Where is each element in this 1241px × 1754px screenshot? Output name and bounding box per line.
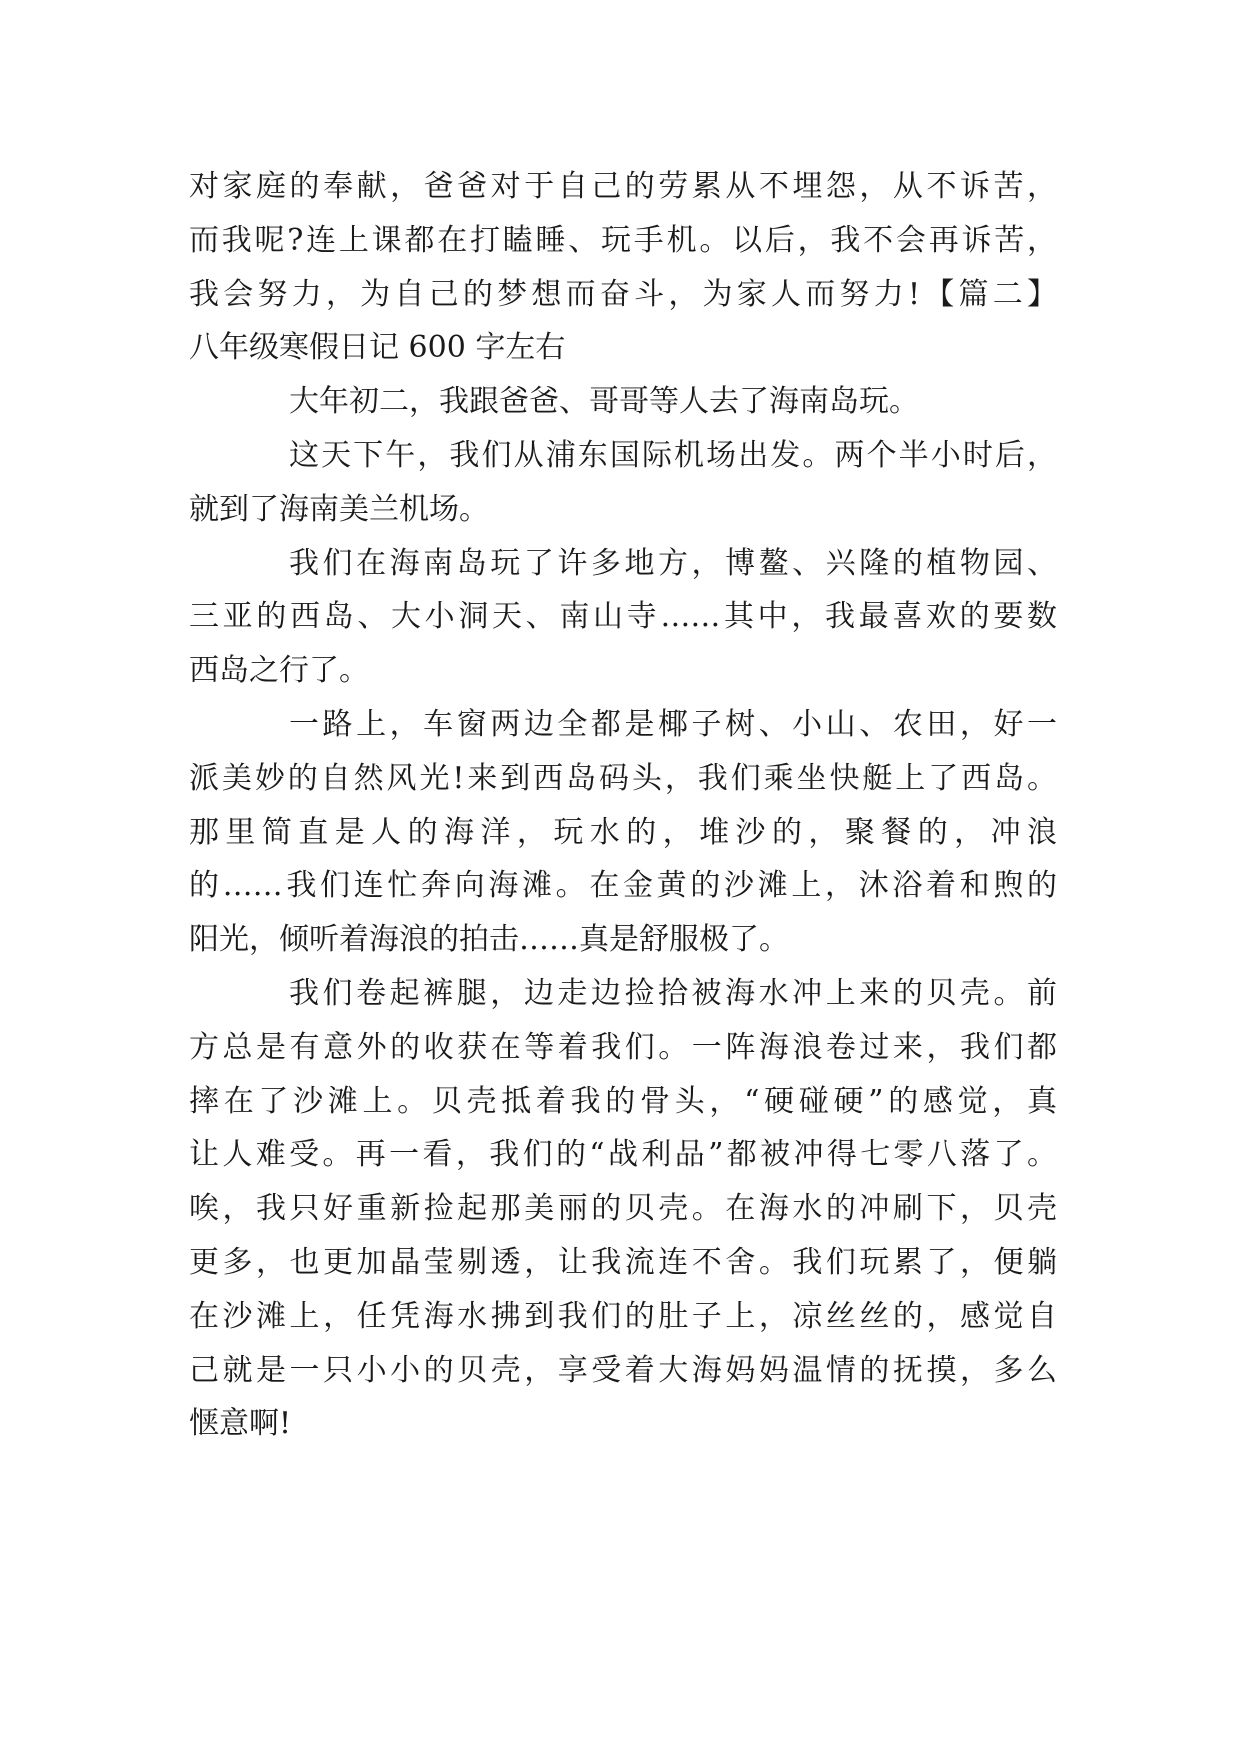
text-line: 大年初二，我跟爸爸、哥哥等人去了海南岛玩。 <box>289 384 919 420</box>
text-line: 更多，也更加晶莹剔透，让我流连不舍。我们玩累了，便躺 <box>189 1244 1057 1280</box>
text-line: 西岛之行了。 <box>189 653 369 689</box>
document-body <box>189 160 1057 1451</box>
text-line: 就到了海南美兰机场。 <box>189 491 489 527</box>
text-line: 三亚的西岛、大小洞天、南山寺……其中，我最喜欢的要数 <box>189 599 1057 635</box>
text-line: 一路上，车窗两边全都是椰子树、小山、农田，好一 <box>289 706 1057 742</box>
text-line: 那里简直是人的海洋，玩水的，堆沙的，聚餐的，冲浪 <box>189 814 1057 850</box>
text-line: 我们卷起裤腿，边走边捡拾被海水冲上来的贝壳。前 <box>289 975 1057 1011</box>
text-line: 我会努力，为自己的梦想而奋斗，为家人而努力!【篇二】 <box>189 276 1057 312</box>
text-line: 让人难受。再一看，我们的“战利品”都被冲得七零八落了。 <box>189 1137 1057 1173</box>
section-heading-line: 八年级寒假日记 600 字左右 <box>189 330 566 366</box>
text-line: 而我呢?连上课都在打瞌睡、玩手机。以后，我不会再诉苦， <box>189 222 1057 258</box>
text-line: 阳光，倾听着海浪的拍击……真是舒服极了。 <box>189 922 789 958</box>
text-line: 这天下午，我们从浦东国际机场出发。两个半小时后， <box>289 437 1057 473</box>
text-line: 惬意啊! <box>189 1406 292 1442</box>
text-line: 对家庭的奉献，爸爸对于自己的劳累从不埋怨，从不诉苦， <box>189 169 1057 204</box>
text-line: 唉，我只好重新捡起那美丽的贝壳。在海水的冲刷下，贝壳 <box>189 1191 1057 1227</box>
text-line: 己就是一只小小的贝壳，享受着大海妈妈温情的抚摸，多么 <box>189 1352 1057 1388</box>
text-line: 的……我们连忙奔向海滩。在金黄的沙滩上，沐浴着和煦的 <box>189 868 1057 904</box>
text-line: 方总是有意外的收获在等着我们。一阵海浪卷过来，我们都 <box>189 1029 1057 1065</box>
text-line: 我们在海南岛玩了许多地方，博鳌、兴隆的植物园、 <box>289 545 1057 581</box>
text-line: 摔在了沙滩上。贝壳抵着我的骨头，“硬碰硬”的感觉，真 <box>189 1083 1057 1119</box>
text-line: 在沙滩上，任凭海水拂到我们的肚子上，凉丝丝的，感觉自 <box>189 1298 1057 1334</box>
text-line: 派美妙的自然风光!来到西岛码头，我们乘坐快艇上了西岛。 <box>189 760 1057 796</box>
